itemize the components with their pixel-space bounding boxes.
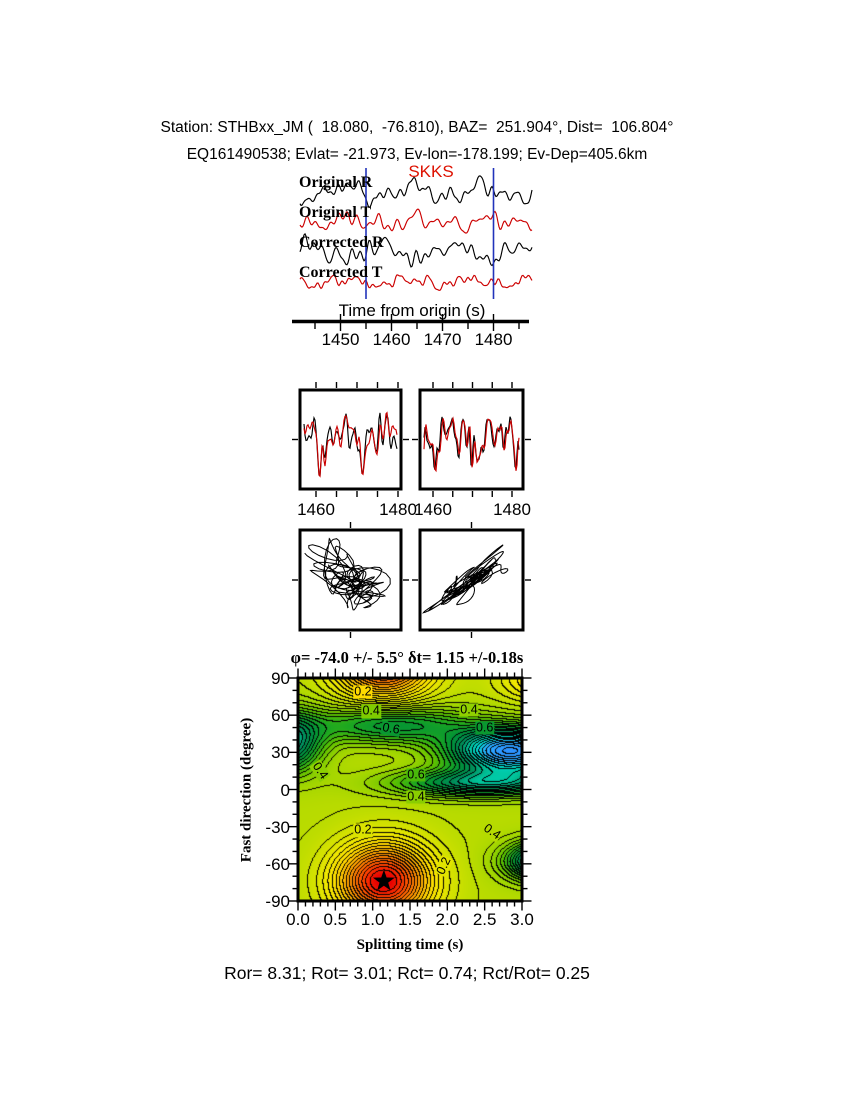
contour-value-label: 0.6	[407, 767, 425, 782]
contour-value-label: 0.4	[407, 789, 425, 804]
contour-value-label: 0.2	[354, 822, 372, 837]
contour-x-tick-label: 2.5	[472, 910, 497, 929]
contour-y-tick-label: 90	[271, 669, 290, 688]
contour-x-tick-label: 1.5	[398, 910, 422, 929]
contour-x-tick-label: 1.0	[360, 910, 385, 929]
contour-value-label: 0.4	[309, 759, 331, 782]
splitting-result-title: φ= -74.0 +/- 5.5° δt= 1.15 +/-0.18s	[290, 648, 524, 667]
time-axis-tick-label: 1480	[474, 330, 513, 349]
contour-value-label: 0.6	[381, 719, 402, 737]
splitting-time-axis-label: Splitting time (s)	[356, 937, 464, 953]
time-axis-tick-label: 1450	[321, 330, 360, 349]
contour-x-tick-label: 2.0	[435, 910, 460, 929]
contour-y-tick-label: 30	[271, 743, 290, 763]
contour-y-tick-label: -60	[265, 854, 290, 874]
box-tick-label: 1460	[414, 500, 452, 519]
contour-x-tick-label: 3.0	[510, 910, 534, 929]
station-header: Station: STHBxx_JM ( 18.080, -76.810), BAZ= 251.904°, Dist= 106.804°	[160, 119, 674, 136]
box-tick-label: 1460	[297, 500, 335, 519]
trace-label-corrected-t: Corrected T	[299, 264, 383, 281]
contour-value-label: 0.2	[354, 684, 372, 699]
contour-x-tick-label: 0.0	[286, 910, 310, 929]
contour-value-label: 0.6	[475, 719, 494, 734]
trace-label-corrected-r: Corrected R	[299, 234, 384, 251]
contour-y-tick-label: -90	[265, 892, 290, 911]
contour-y-tick-label: -30	[265, 817, 290, 837]
time-axis-label: Time from origin (s)	[338, 301, 486, 320]
contour-y-tick-label: 60	[271, 706, 290, 726]
phase-label: SKKS	[408, 162, 454, 181]
contour-value-label: 0.4	[460, 702, 478, 717]
fast-direction-axis-label: Fast direction (degree)	[238, 717, 255, 863]
contour-x-tick-label: 0.5	[323, 910, 348, 929]
trace-label-original-t: Original T	[299, 204, 372, 221]
time-axis-tick-label: 1470	[423, 330, 462, 349]
event-header: EQ161490538; Evlat= -21.973, Ev-lon=-178.199; Ev-Dep=405.6km	[186, 146, 648, 163]
contour-value-label: 0.4	[362, 703, 380, 718]
box-tick-label: 1480	[379, 500, 417, 519]
quality-metrics-text: Ror= 8.31; Rot= 3.01; Rct= 0.74; Rct/Rot= 0.25	[224, 963, 590, 983]
time-axis-tick-label: 1460	[372, 330, 411, 349]
box-tick-label: 1480	[493, 500, 531, 519]
contour-value-label: 0.4	[481, 820, 504, 842]
contour-value-label: 0.2	[433, 855, 454, 877]
contour-y-tick-label: 0	[280, 780, 290, 800]
trace-label-original-r: Original R	[299, 174, 373, 191]
